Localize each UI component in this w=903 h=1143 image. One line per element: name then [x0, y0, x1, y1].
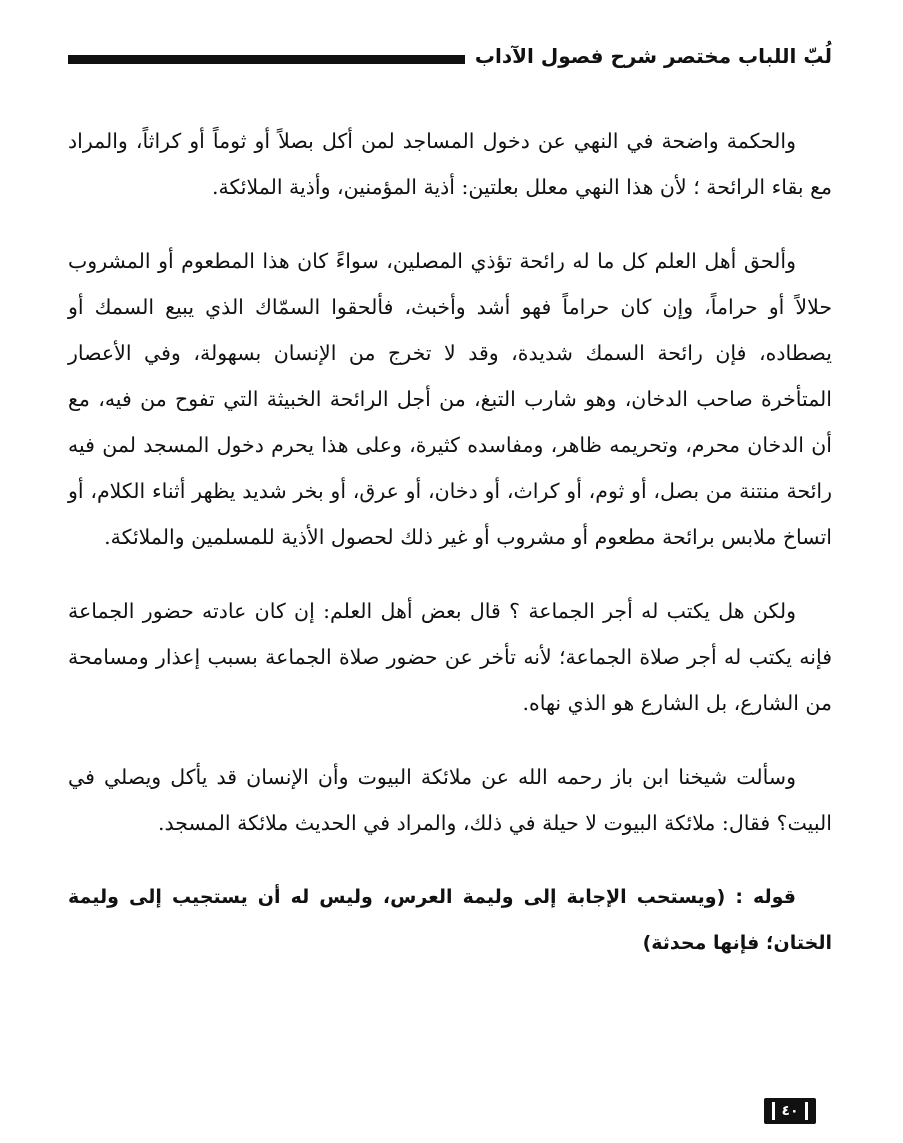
paragraph-ibn-baz: وسألت شيخنا ابن باز رحمه الله عن ملائكة البيوت وأن الإنسان قد يأكل ويصلي في البيت؟ فقال: ملائكة البيوت لا حيلة في ذلك، والمراد في الحديث ملائكة المسجد. — [68, 765, 832, 835]
page-body — [68, 118, 832, 994]
paragraph-wisdom: والحكمة واضحة في النهي عن دخول المساجد لمن أكل بصلاً أو ثوماً أو كراثاً، والمراد مع بقاء الرائحة ؛ لأن هذا النهي معلل بعلتين: أذية المؤمنين، وأذية الملائكة. — [68, 129, 832, 199]
page-number: ٤٠ — [781, 1103, 799, 1119]
paragraph-congregation-reward: ولكن هل يكتب له أجر الجماعة ؟ قال بعض أهل العلم: إن كان عادته حضور الجماعة فإنه يكتب له أجر صلاة الجماعة؛ لأنه تأخر عن حضور صلاة الجماعة بسبب إعذار ومسامحة من الشارع، بل الشارع هو الذي نهاه. — [68, 599, 832, 715]
header-rule — [68, 55, 465, 64]
paragraph-quote: قوله : (ويستحب الإجابة إلى وليمة العرس، وليس له أن يستجيب إلى وليمة الختان؛ فإنها محدثة) — [68, 886, 832, 954]
paragraph-scholars: وألحق أهل العلم كل ما له رائحة تؤذي المصلين، سواءً كان هذا المطعوم أو المشروب حلالاً أو حراماً، وإن كان حراماً فهو أشد وأخبث، فألحقوا السمّاك الذي يبيع السمك أو يصطاده، فإن رائحة السمك شديدة، وقد لا تخرج من الإنسان بسهولة، وفي الأعصار المتأخرة صاحب الدخان، وهو شارب التبغ، من أجل الرائحة الخبيثة التي تفوح من فيه، مع أن الدخان محرم، وتحريمه ظاهر، ومفاسده كثيرة، وعلى هذا يحرم دخول المسجد لمن فيه رائحة منتنة من بصل، أو ثوم، أو كراث، أو دخان، أو عرق، أو بخر شديد يظهر أثناء الكلام، أو اتساخ ملابس برائحة مطعوم أو مشروب أو غير ذلك لحصول الأذية للمسلمين والملائكة. — [68, 249, 832, 549]
page-number-badge — [764, 1098, 816, 1124]
book-title: لُبّ اللباب مختصر شرح فصول الآداب — [474, 44, 832, 68]
running-header — [68, 36, 832, 76]
